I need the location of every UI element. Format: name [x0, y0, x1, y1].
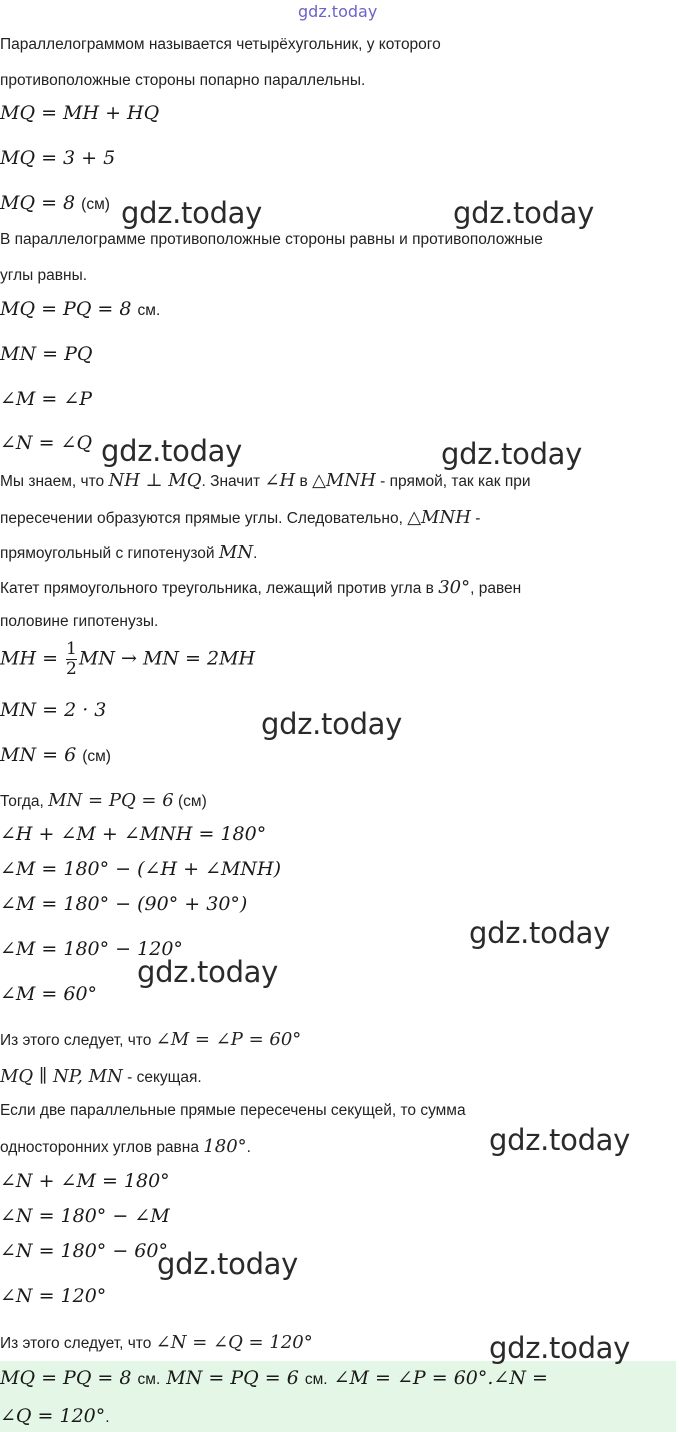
text-line: В параллелограмме противоположные стороны равны и противоположные	[0, 231, 543, 248]
answer-line: ∠Q = 120°.	[0, 1405, 110, 1427]
watermark: gdz.today	[469, 916, 611, 950]
equation: ∠N = 120°	[0, 1285, 107, 1307]
text-line: пересечении образуются прямые углы. Следовательно, △MNH -	[0, 507, 481, 528]
equation: ∠M = ∠P	[0, 388, 93, 410]
text-line: MQ ∥ NP, MN - секущая.	[0, 1066, 202, 1087]
text-line: половине гипотенузы.	[0, 613, 159, 630]
equation: MQ = MH + HQ	[0, 102, 160, 124]
site-logo-top[interactable]: gdz.today	[298, 2, 378, 21]
text-line: Если две параллельные прямые пересечены секущей, то сумма	[0, 1102, 466, 1119]
watermark: gdz.today	[441, 437, 583, 471]
equation: ∠M = 180° − 120°	[0, 938, 183, 960]
equation: MQ = PQ = 8 см.	[0, 298, 161, 320]
text-line: односторонних углов равна 180°.	[0, 1136, 251, 1157]
text-line: Параллелограммом называется четырёхугольник, у которого	[0, 36, 441, 53]
equation: MN = 6 (см)	[0, 744, 111, 766]
equation: ∠N + ∠M = 180°	[0, 1170, 170, 1192]
watermark: gdz.today	[261, 707, 403, 741]
text-line: Мы знаем, что NH ⊥ MQ. Значит ∠H в △MNH - прямой, так как при	[0, 470, 531, 491]
equation: ∠N = 180° − ∠M	[0, 1205, 170, 1227]
text-line: противоположные стороны попарно параллельны.	[0, 72, 366, 89]
text-line: прямоугольный с гипотенузой MN.	[0, 542, 258, 563]
equation: ∠M = 60°	[0, 983, 98, 1005]
watermark: gdz.today	[137, 955, 279, 989]
answer-line: MQ = PQ = 8 см. MN = PQ = 6 см. ∠M = ∠P = 60°.∠N =	[0, 1367, 548, 1389]
watermark: gdz.today	[489, 1331, 631, 1365]
watermark: gdz.today	[157, 1247, 299, 1281]
text-line: Катет прямоугольного треугольника, лежащий против угла в 30°, равен	[0, 577, 522, 598]
text-line: Из этого следует, что ∠N = ∠Q = 120°	[0, 1332, 313, 1353]
equation: MQ = 3 + 5	[0, 147, 116, 169]
equation: ∠M = 180° − (∠H + ∠MNH)	[0, 858, 282, 880]
watermark: gdz.today	[489, 1123, 631, 1157]
text-line: Тогда, MN = PQ = 6 (см)	[0, 790, 207, 811]
equation: MN = PQ	[0, 343, 93, 365]
watermark: gdz.today	[121, 196, 263, 230]
answer-box	[0, 1361, 676, 1432]
text-line: Из этого следует, что ∠M = ∠P = 60°	[0, 1029, 302, 1050]
equation: MQ = 8 (см)	[0, 192, 110, 214]
equation: ∠N = 180° − 60°	[0, 1240, 168, 1262]
fraction: $\frac{1}{2}$	[66, 639, 77, 679]
equation: ∠M = 180° − (90° + 30°)	[0, 893, 248, 915]
watermark: gdz.today	[453, 196, 595, 230]
text-line: углы равны.	[0, 267, 88, 284]
equation-fraction: MH = $\frac{1}{2}$ MN → MN = 2MH	[0, 639, 256, 679]
watermark: gdz.today	[101, 434, 243, 468]
equation: MN = 2 · 3	[0, 699, 107, 721]
equation: ∠N = ∠Q	[0, 432, 93, 454]
equation: ∠H + ∠M + ∠MNH = 180°	[0, 823, 267, 845]
